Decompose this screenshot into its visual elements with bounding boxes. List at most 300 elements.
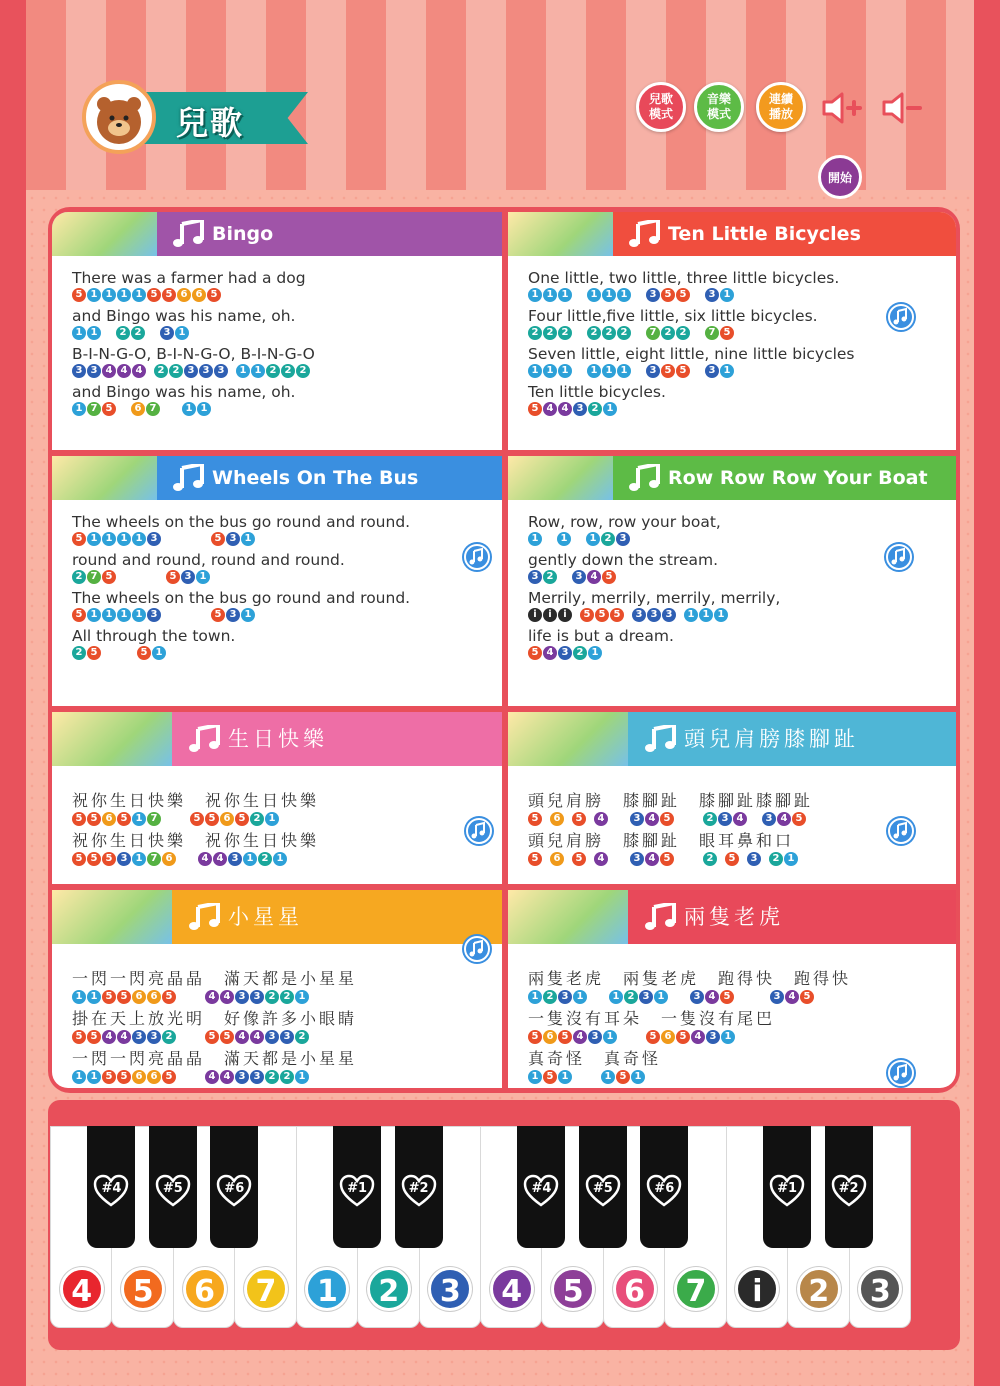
- note-row: [72, 1030, 492, 1048]
- note-dot: i: [543, 608, 557, 622]
- note-dot: 3: [573, 402, 587, 416]
- note-dot: [691, 288, 697, 302]
- play-music-icon[interactable]: [888, 818, 914, 844]
- note-dot: [691, 364, 697, 378]
- heart-icon: [93, 1174, 129, 1208]
- note-dot: 1: [587, 288, 601, 302]
- note-dot: 1: [720, 288, 734, 302]
- note-dot: 5: [162, 288, 176, 302]
- song-illustration-thumbnail: [508, 212, 613, 256]
- piano-black-key[interactable]: [395, 1126, 443, 1248]
- title-area: [82, 80, 312, 160]
- note-dot: 1: [87, 608, 101, 622]
- note-dot: [573, 608, 579, 622]
- note-dot: [587, 812, 593, 826]
- play-music-icon[interactable]: [888, 1060, 914, 1086]
- note-dot: 2: [558, 326, 572, 340]
- note-dot: 1: [558, 1070, 572, 1084]
- note-dot: [198, 1030, 204, 1044]
- note-dot: [616, 852, 622, 866]
- note-dot: [198, 1070, 204, 1084]
- note-dot: 3: [226, 532, 240, 546]
- song-card-header: [52, 712, 502, 766]
- note-dot: 4: [573, 1030, 587, 1044]
- note-dot: 4: [594, 812, 608, 826]
- lyric-line: Row, row, row your boat,: [528, 513, 721, 531]
- note-dot: [102, 646, 108, 660]
- song-card[interactable]: [52, 712, 502, 884]
- note-dot: 6: [147, 990, 161, 1004]
- note-dot: 6: [661, 1030, 675, 1044]
- volume-down-button[interactable]: [880, 88, 924, 128]
- play-music-icon[interactable]: [886, 544, 912, 570]
- note-dot: [131, 570, 137, 584]
- note-dot: 3: [87, 364, 101, 378]
- note-dot: 5: [117, 1070, 131, 1084]
- note-dot: [763, 990, 769, 1004]
- key-note-label: 7: [674, 1267, 718, 1311]
- note-dot: 5: [676, 364, 690, 378]
- piano-black-key[interactable]: [87, 1126, 135, 1248]
- note-dot: [183, 812, 189, 826]
- lyric-line: 真奇怪 真奇怪: [528, 1049, 662, 1068]
- black-key-label: #2: [408, 1181, 429, 1196]
- note-dot: 1: [602, 288, 616, 302]
- note-dot: 4: [198, 852, 212, 866]
- note-dot: 1: [528, 288, 542, 302]
- note-dot: 1: [631, 1070, 645, 1084]
- awning-scallop: [546, 150, 586, 176]
- note-dot: 3: [747, 852, 761, 866]
- heart-icon: [216, 1174, 252, 1208]
- note-dot: 2: [281, 364, 295, 378]
- lyric-line: 祝你生日快樂 祝你生日快樂: [72, 791, 320, 810]
- song-card[interactable]: [508, 212, 956, 450]
- note-dot: 1: [543, 288, 557, 302]
- note-dot: [696, 852, 702, 866]
- note-dot: [184, 1070, 190, 1084]
- volume-up-button[interactable]: [820, 88, 864, 128]
- note-dot: [573, 364, 579, 378]
- note-dot: [588, 990, 594, 1004]
- note-dot: 1: [132, 532, 146, 546]
- piano-black-key[interactable]: [517, 1126, 565, 1248]
- note-dot: 7: [146, 402, 160, 416]
- song-title: Bingo: [212, 223, 274, 245]
- song-card-header: [52, 212, 502, 256]
- note-dot: [190, 608, 196, 622]
- song-card[interactable]: [508, 712, 956, 884]
- black-key-label: #6: [654, 1181, 675, 1196]
- note-dot: [735, 990, 741, 1004]
- note-dot: 3: [250, 1070, 264, 1084]
- note-dot: 3: [184, 364, 198, 378]
- note-dot: 1: [654, 990, 668, 1004]
- note-dot: 2: [131, 326, 145, 340]
- song-card[interactable]: [508, 456, 956, 706]
- note-dot: 1: [102, 532, 116, 546]
- note-dot: 1: [684, 608, 698, 622]
- key-note-label: 3: [428, 1267, 472, 1311]
- note-dot: 3: [72, 364, 86, 378]
- note-dot: 2: [72, 570, 86, 584]
- note-dot: 3: [117, 852, 131, 866]
- piano-black-key[interactable]: [333, 1126, 381, 1248]
- music-note-icon: [172, 464, 206, 492]
- note-dot: [116, 646, 122, 660]
- note-dot: 5: [602, 570, 616, 584]
- lyric-line: and Bingo was his name, oh.: [72, 307, 296, 325]
- note-dot: [169, 608, 175, 622]
- note-dot: 1: [152, 646, 166, 660]
- note-dot: [749, 990, 755, 1004]
- lyric-line: B-I-N-G-O, B-I-N-G-O, B-I-N-G-O: [72, 345, 315, 363]
- note-dot: [543, 852, 549, 866]
- note-dot: 1: [132, 288, 146, 302]
- note-dot: 5: [661, 288, 675, 302]
- note-dot: 5: [211, 608, 225, 622]
- music-mode-label: 音樂模式: [706, 92, 731, 121]
- note-dot: 2: [265, 1070, 279, 1084]
- piano-black-key[interactable]: [149, 1126, 197, 1248]
- note-dot: 1: [236, 364, 250, 378]
- lyric-line: 一閃一閃亮晶晶 滿天都是小星星: [72, 969, 358, 988]
- black-key-label: #5: [592, 1181, 613, 1196]
- note-dot: [618, 1030, 624, 1044]
- note-dot: 6: [177, 288, 191, 302]
- awning-scallop: [386, 150, 426, 176]
- note-dot: [580, 364, 586, 378]
- note-dot: 4: [558, 402, 572, 416]
- lyric-line: Merrily, merrily, merrily, merrily,: [528, 589, 781, 607]
- song-title: Ten Little Bicycles: [668, 223, 861, 245]
- note-dot: [689, 852, 695, 866]
- note-dot: 5: [205, 1030, 219, 1044]
- note-dot: [639, 288, 645, 302]
- lyric-line: One little, two little, three little bicycles.: [528, 269, 840, 287]
- note-dot: 1: [721, 1030, 735, 1044]
- piano-black-key[interactable]: [210, 1126, 258, 1248]
- note-dot: 5: [72, 532, 86, 546]
- note-dot: [623, 812, 629, 826]
- note-dot: 1: [587, 364, 601, 378]
- note-row: [528, 608, 946, 626]
- heart-icon: [523, 1174, 559, 1208]
- note-dot: 4: [205, 990, 219, 1004]
- song-lyrics: [528, 790, 946, 884]
- note-dot: 4: [250, 1030, 264, 1044]
- song-title: Wheels On The Bus: [212, 467, 419, 489]
- note-row: [72, 990, 492, 1008]
- note-dot: 3: [705, 364, 719, 378]
- nursery-mode-button[interactable]: [636, 82, 686, 132]
- note-dot: [625, 1030, 631, 1044]
- note-row: [528, 288, 946, 306]
- awning-scallop: [586, 150, 626, 176]
- note-dot: [632, 1030, 638, 1044]
- note-dot: 5: [207, 288, 221, 302]
- note-dot: 1: [117, 608, 131, 622]
- song-card[interactable]: [508, 890, 956, 1088]
- key-note-label: 7: [244, 1267, 288, 1311]
- note-dot: 1: [72, 1070, 86, 1084]
- note-dot: 4: [132, 364, 146, 378]
- awning-scallop: [346, 150, 386, 176]
- note-dot: [184, 990, 190, 1004]
- music-note-icon: [628, 220, 662, 248]
- note-dot: [587, 852, 593, 866]
- song-illustration-thumbnail: [508, 712, 628, 766]
- note-dot: [117, 570, 123, 584]
- note-dot: 5: [102, 570, 116, 584]
- lyric-line: and Bingo was his name, oh.: [72, 383, 296, 401]
- note-dot: [675, 812, 681, 826]
- note-dot: 5: [87, 852, 101, 866]
- note-dot: 2: [587, 326, 601, 340]
- note-dot: [691, 326, 697, 340]
- note-dot: [698, 288, 704, 302]
- note-dot: 1: [603, 1030, 617, 1044]
- note-dot: [169, 532, 175, 546]
- note-dot: 4: [543, 646, 557, 660]
- note-dot: 5: [676, 1030, 690, 1044]
- note-dot: 3: [616, 532, 630, 546]
- note-dot: 3: [199, 364, 213, 378]
- note-dot: [124, 570, 130, 584]
- note-dot: 6: [132, 1070, 146, 1084]
- note-dot: 4: [645, 852, 659, 866]
- note-dot: [587, 1070, 593, 1084]
- note-dot: [176, 608, 182, 622]
- note-dot: 5: [162, 1070, 176, 1084]
- note-dot: 3: [147, 608, 161, 622]
- note-dot: i: [558, 608, 572, 622]
- lyric-line: round and round, round and round.: [72, 551, 345, 569]
- note-dot: 1: [588, 646, 602, 660]
- heart-icon: [585, 1174, 621, 1208]
- note-dot: 1: [132, 852, 146, 866]
- note-dot: 5: [616, 1070, 630, 1084]
- black-key-label: #4: [531, 1181, 552, 1196]
- note-dot: 3: [647, 608, 661, 622]
- note-dot: 1: [573, 990, 587, 1004]
- note-dot: 1: [720, 364, 734, 378]
- key-note-label: 5: [551, 1267, 595, 1311]
- piano-black-key[interactable]: [825, 1126, 873, 1248]
- note-dot: [124, 402, 130, 416]
- note-dot: [683, 990, 689, 1004]
- song-card-header: [508, 212, 956, 256]
- piano-black-key[interactable]: [640, 1126, 688, 1248]
- note-dot: [161, 402, 167, 416]
- note-dot: [689, 812, 695, 826]
- note-dot: 5: [595, 608, 609, 622]
- key-note-label: 5: [121, 1267, 165, 1311]
- song-card[interactable]: [52, 456, 502, 706]
- note-dot: [175, 402, 181, 416]
- note-dot: 7: [705, 326, 719, 340]
- music-note-icon: [644, 725, 678, 753]
- note-dot: 5: [572, 852, 586, 866]
- note-dot: [197, 608, 203, 622]
- piano-black-key[interactable]: [763, 1126, 811, 1248]
- note-dot: 1: [243, 852, 257, 866]
- note-row: [528, 646, 946, 664]
- key-note-label: 4: [60, 1267, 104, 1311]
- note-dot: 4: [587, 570, 601, 584]
- song-card[interactable]: [52, 890, 502, 1088]
- note-dot: 1: [617, 288, 631, 302]
- note-dot: 2: [661, 326, 675, 340]
- note-dot: 5: [610, 608, 624, 622]
- note-dot: 1: [528, 1070, 542, 1084]
- note-dot: [623, 852, 629, 866]
- note-dot: 3: [265, 1030, 279, 1044]
- note-dot: [580, 288, 586, 302]
- note-row: [72, 1070, 492, 1088]
- note-dot: 1: [295, 990, 309, 1004]
- note-dot: [169, 812, 175, 826]
- key-note-label: 6: [613, 1267, 657, 1311]
- note-dot: [176, 532, 182, 546]
- note-row: [528, 364, 946, 382]
- note-dot: [109, 646, 115, 660]
- note-dot: [138, 570, 144, 584]
- lyric-line: All through the town.: [72, 627, 236, 645]
- note-row: [72, 852, 492, 870]
- note-row: [528, 990, 946, 1008]
- note-dot: 7: [87, 570, 101, 584]
- note-dot: 5: [72, 608, 86, 622]
- music-mode-button[interactable]: [694, 82, 744, 132]
- note-dot: 1: [557, 532, 571, 546]
- lyric-line: 一隻沒有耳朵 一隻沒有尾巴: [528, 1009, 776, 1028]
- note-dot: 2: [769, 852, 783, 866]
- note-dot: [698, 364, 704, 378]
- lyric-line: 掛在天上放光明 好像許多小眼睛: [72, 1009, 358, 1028]
- note-dot: 2: [601, 532, 615, 546]
- note-dot: 5: [102, 1070, 116, 1084]
- note-dot: [632, 288, 638, 302]
- song-title: 小星星: [228, 905, 303, 929]
- note-dot: [675, 852, 681, 866]
- note-dot: [632, 326, 638, 340]
- lyric-line: The wheels on the bus go round and round.: [72, 589, 411, 607]
- note-dot: [191, 1030, 197, 1044]
- song-card-header: [508, 890, 956, 944]
- note-dot: 7: [147, 812, 161, 826]
- note-dot: [162, 608, 168, 622]
- note-dot: 5: [220, 1030, 234, 1044]
- note-dot: [123, 646, 129, 660]
- note-dot: 6: [220, 812, 234, 826]
- note-dot: 5: [572, 812, 586, 826]
- play-music-icon[interactable]: [466, 818, 492, 844]
- note-dot: 5: [528, 646, 542, 660]
- note-dot: 6: [131, 402, 145, 416]
- music-note-icon: [628, 464, 662, 492]
- note-dot: [677, 608, 683, 622]
- note-dot: [543, 532, 549, 546]
- heart-icon: [769, 1174, 805, 1208]
- note-dot: 5: [528, 812, 542, 826]
- note-row: [72, 532, 492, 550]
- song-title: 頭兒肩膀膝腳趾: [684, 727, 859, 751]
- note-dot: [130, 646, 136, 660]
- note-dot: 2: [250, 812, 264, 826]
- black-key-label: #6: [224, 1181, 245, 1196]
- key-note-label: 3: [858, 1267, 902, 1311]
- note-dot: 1: [117, 288, 131, 302]
- note-dot: [168, 402, 174, 416]
- song-card[interactable]: [52, 212, 502, 450]
- note-dot: 3: [181, 570, 195, 584]
- note-dot: 1: [132, 812, 146, 826]
- note-dot: 1: [72, 402, 86, 416]
- song-title: 生日快樂: [228, 727, 328, 751]
- note-dot: [762, 852, 768, 866]
- continuous-play-button[interactable]: [756, 82, 806, 132]
- note-dot: [550, 532, 556, 546]
- start-label: 開始: [827, 170, 852, 185]
- note-dot: [183, 532, 189, 546]
- note-dot: 1: [543, 364, 557, 378]
- note-dot: [718, 852, 724, 866]
- note-dot: [682, 852, 688, 866]
- note-dot: 5: [660, 812, 674, 826]
- note-dot: 1: [251, 364, 265, 378]
- note-dot: 5: [166, 570, 180, 584]
- piano-black-key[interactable]: [579, 1126, 627, 1248]
- note-dot: 1: [132, 608, 146, 622]
- note-dot: 3: [705, 288, 719, 302]
- note-row: [528, 570, 946, 588]
- note-dot: [229, 364, 235, 378]
- play-music-icon[interactable]: [888, 304, 914, 330]
- note-dot: [594, 1070, 600, 1084]
- note-dot: [176, 812, 182, 826]
- play-music-icon[interactable]: [464, 936, 490, 962]
- note-dot: [177, 1030, 183, 1044]
- note-dot: 1: [784, 852, 798, 866]
- note-dot: 6: [147, 1070, 161, 1084]
- song-lyrics: [72, 968, 492, 1088]
- note-dot: [197, 532, 203, 546]
- note-dot: 3: [160, 326, 174, 340]
- note-dot: 1: [714, 608, 728, 622]
- note-dot: [595, 990, 601, 1004]
- note-dot: 5: [528, 402, 542, 416]
- note-dot: 5: [660, 852, 674, 866]
- note-dot: [117, 402, 123, 416]
- note-dot: 1: [295, 1070, 309, 1084]
- song-card-header: [508, 712, 956, 766]
- song-lyrics: [528, 968, 946, 1088]
- note-dot: [625, 608, 631, 622]
- music-note-icon: [188, 725, 222, 753]
- start-button[interactable]: [818, 155, 862, 199]
- note-dot: 5: [72, 852, 86, 866]
- play-music-icon[interactable]: [464, 544, 490, 570]
- note-dot: 1: [87, 532, 101, 546]
- note-dot: 3: [770, 990, 784, 1004]
- note-dot: [573, 288, 579, 302]
- note-dot: 3: [235, 990, 249, 1004]
- awning-scallop: [626, 150, 666, 176]
- note-dot: 2: [169, 364, 183, 378]
- note-dot: 4: [102, 1030, 116, 1044]
- song-lyrics: [72, 268, 492, 450]
